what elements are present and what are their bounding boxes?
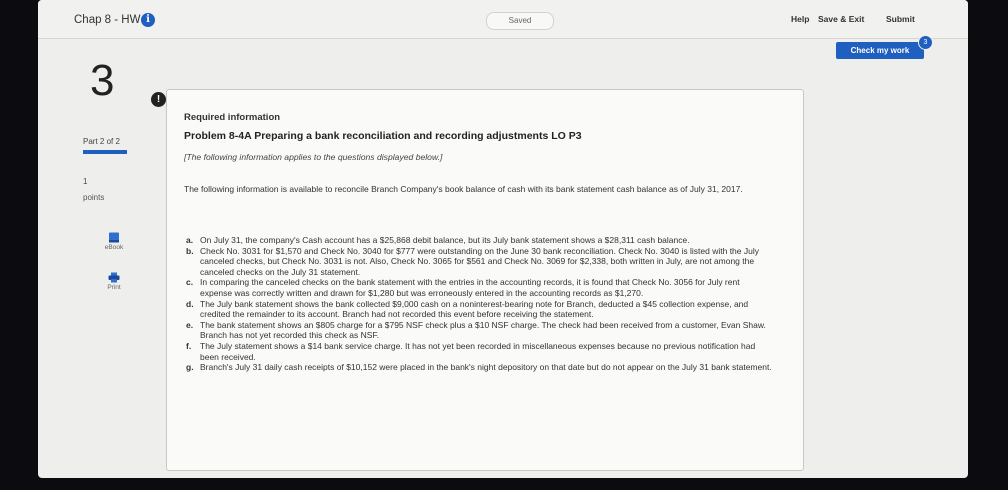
points-label: points bbox=[83, 193, 105, 202]
required-information-panel bbox=[166, 89, 804, 471]
assignment-title: Chap 8 - HW bbox=[74, 14, 141, 26]
item-letter: c. bbox=[186, 277, 194, 288]
alert-icon: ! bbox=[151, 92, 166, 107]
top-bar bbox=[38, 0, 968, 39]
list-item bbox=[184, 320, 774, 341]
item-letter: g. bbox=[186, 362, 194, 373]
item-letter: b. bbox=[186, 245, 194, 256]
item-text: The July statement shows a $14 bank service charge. It has not yet been recorded in miscellaneous expenses because no previous notification had been received. bbox=[200, 340, 756, 362]
check-my-work-button[interactable]: Check my work bbox=[836, 42, 924, 59]
points-value: 1 bbox=[83, 177, 88, 186]
ebook-button[interactable] bbox=[96, 232, 132, 251]
print-button[interactable] bbox=[96, 272, 132, 291]
item-text: Branch's July 31 daily cash receipts of $10,152 were placed in the bank's night depository on that date but do not appear on the July 31 bank statement. bbox=[200, 362, 772, 373]
print-label: Print bbox=[107, 284, 121, 291]
item-text: The July bank statement shows the bank collected $9,000 cash on a noninterest-bearing note for Branch, deducted a $45 collection expense, and credited the remainder to its account. Branch had not recorded this event before receiving the statement. bbox=[200, 298, 749, 320]
list-item bbox=[184, 299, 774, 320]
item-letter: f. bbox=[186, 340, 192, 351]
item-text: On July 31, the company's Cash account has a $25,868 debit balance, but its July bank statement shows a $28,311 cash balance. bbox=[200, 235, 690, 245]
problem-title: Problem 8-4A Preparing a bank reconciliation and recording adjustments LO P3 bbox=[184, 130, 582, 142]
info-note: [The following information applies to the questions displayed below.] bbox=[184, 152, 443, 162]
list-item bbox=[184, 341, 774, 362]
print-icon bbox=[108, 272, 120, 283]
part-indicator: Part 2 of 2 bbox=[83, 137, 120, 146]
item-text: The bank statement shows an $805 charge for a $795 NSF check plus a $10 NSF charge. The check had been received from a customer, Evan Shaw. Branch has not yet recorded this check as NSF. bbox=[200, 319, 766, 341]
list-item bbox=[184, 235, 774, 246]
ebook-label: eBook bbox=[104, 244, 124, 251]
assignment-screen bbox=[38, 0, 968, 478]
list-item bbox=[184, 277, 774, 298]
list-item bbox=[184, 362, 774, 373]
item-letter: d. bbox=[186, 298, 194, 309]
save-exit-link[interactable]: Save & Exit bbox=[818, 14, 865, 24]
item-letter: a. bbox=[186, 235, 194, 245]
required-information-heading: Required information bbox=[184, 112, 281, 123]
item-text: Check No. 3031 for $1,570 and Check No. 3040 for $777 were outstanding on the June 30 bank reconciliation. Check No. 3040 is listed with the July canceled checks, but Check No. 3031 is not. Also, Check No. 3065 for $561 and Check No. 3069 for $2,338, both written in July, are not among the canceled checks on the July 31 statement. bbox=[200, 245, 759, 277]
check-work-count-badge: 3 bbox=[918, 35, 933, 50]
question-number: 3 bbox=[90, 56, 115, 105]
submit-link[interactable]: Submit bbox=[886, 14, 915, 24]
item-text: In comparing the canceled checks on the bank statement with the entries in the accounting records, it is found that Check No. 3056 for July rent expense was correctly written and drawn for $1,280 but was erroneously entered in the accounting records as $1,270. bbox=[200, 277, 740, 298]
help-link[interactable]: Help bbox=[791, 14, 810, 24]
info-icon[interactable]: i bbox=[141, 13, 155, 27]
part-progress-bar bbox=[83, 150, 127, 154]
saved-status: Saved bbox=[486, 12, 554, 30]
information-list bbox=[184, 235, 774, 373]
intro-text: The following information is available to reconcile Branch Company's book balance of cash with its bank statement cash balance as of July 31, 2017. bbox=[184, 184, 743, 194]
item-letter: e. bbox=[186, 319, 194, 330]
ebook-icon bbox=[108, 232, 120, 243]
list-item bbox=[184, 246, 774, 278]
